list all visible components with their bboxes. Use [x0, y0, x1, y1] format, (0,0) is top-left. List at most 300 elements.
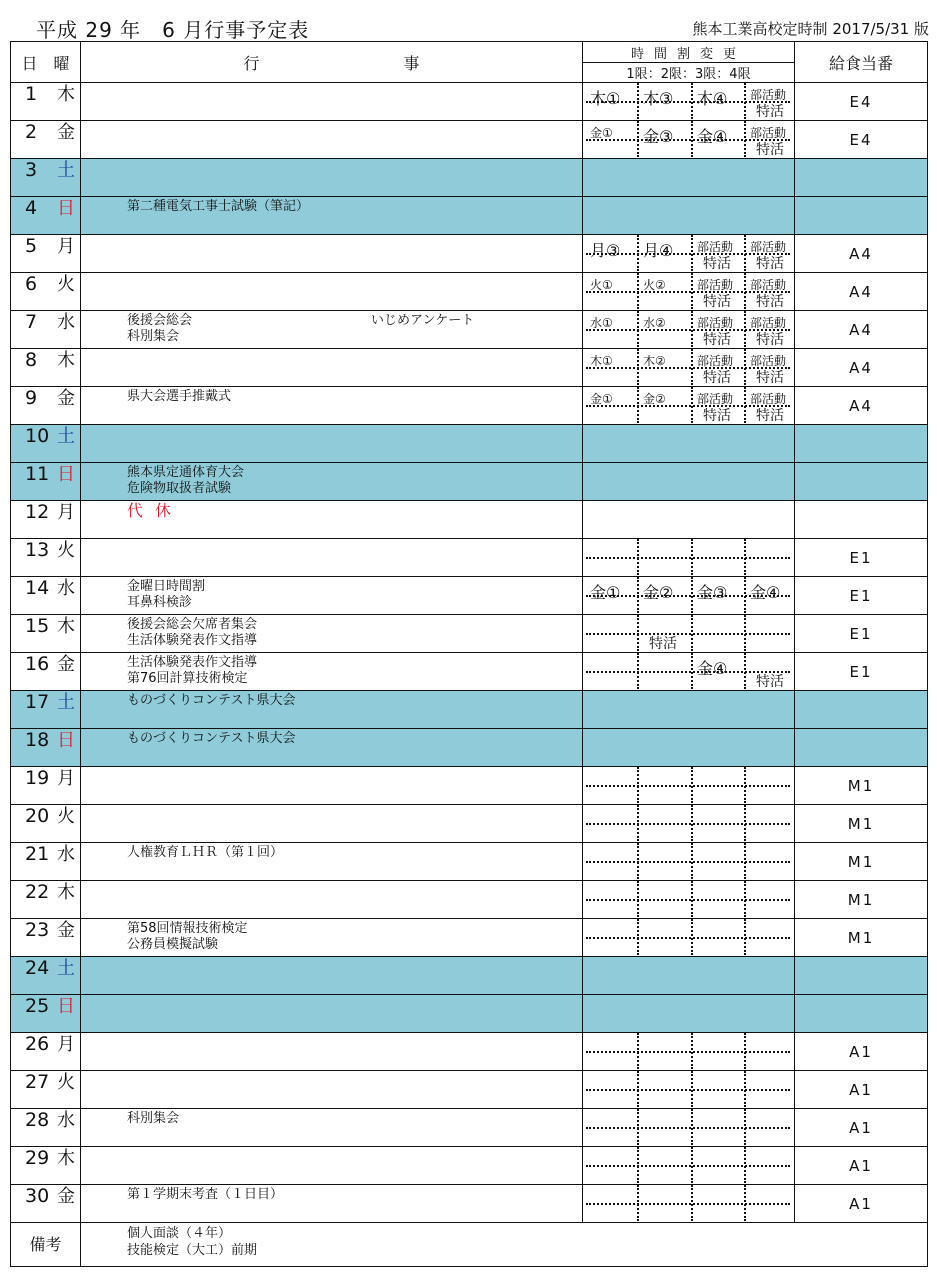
table-row: [11, 273, 928, 311]
weekday: 金: [57, 920, 75, 941]
day-number: 12: [25, 501, 50, 523]
day-number: 4: [25, 197, 38, 219]
timetable-divider: [637, 919, 639, 955]
timetable-cell: [583, 311, 795, 349]
timetable-divider: [637, 881, 639, 917]
kyushoku-cell: [795, 729, 928, 767]
school-version: 熊本工業高校定時制 2017/5/31 版: [692, 20, 929, 38]
timetable-line: [586, 671, 790, 673]
holiday-text: 代休: [127, 501, 184, 520]
timetable-divider: [637, 539, 639, 575]
day-cell: [11, 159, 81, 197]
timetable-divider: [744, 539, 746, 575]
timetable-cell: [583, 995, 795, 1033]
weekday: 日: [57, 996, 75, 1017]
timetable-line: [586, 861, 790, 863]
day-cell: [11, 919, 81, 957]
event-text: 後援会総会欠席者集会: [127, 617, 258, 632]
kyushoku-cell: A1: [795, 1109, 928, 1147]
day-number: 10: [25, 425, 50, 447]
kyushoku-cell: A1: [795, 1185, 928, 1223]
table-row: [11, 767, 928, 805]
weekday: 日: [57, 198, 75, 219]
table-row: [11, 615, 928, 653]
kyushoku-cell: [795, 501, 928, 539]
kyushoku-cell: M1: [795, 919, 928, 957]
period-4: 4限: [729, 67, 751, 82]
day-number: 14: [25, 577, 50, 599]
period-subject: 金①: [590, 392, 613, 406]
timetable-divider: [744, 273, 746, 309]
table-row: [11, 197, 928, 235]
kyushoku-cell: [795, 197, 928, 235]
kyushoku-cell: M1: [795, 881, 928, 919]
day-number: 17: [25, 691, 50, 713]
period-tokkatsu: 特活: [756, 256, 784, 272]
timetable-line: [586, 101, 790, 103]
table-row: [11, 539, 928, 577]
timetable-divider: [744, 311, 746, 347]
timetable-line: [586, 785, 790, 787]
timetable-divider: [637, 843, 639, 879]
notes-label: 備考: [11, 1223, 81, 1267]
timetable-divider: [637, 349, 639, 385]
day-cell: [11, 1033, 81, 1071]
day-number: 11: [25, 463, 50, 485]
timetable-divider: [744, 1071, 746, 1107]
event-cell: [81, 235, 583, 273]
timetable-divider: [637, 273, 639, 309]
kyushoku-cell: [795, 463, 928, 501]
day-number: 2: [25, 121, 38, 143]
kyushoku-cell: M1: [795, 767, 928, 805]
timetable-divider: [744, 121, 746, 157]
day-cell: [11, 729, 81, 767]
timetable-divider: [691, 767, 693, 803]
event-cell: [81, 729, 583, 767]
event-text: ものづくりコンテスト県大会: [127, 693, 296, 708]
weekday: 土: [57, 426, 75, 447]
weekday: 水: [57, 578, 75, 599]
kyushoku-cell: A4: [795, 235, 928, 273]
kyushoku-cell: E1: [795, 615, 928, 653]
period-tokkatsu: 特活: [756, 104, 784, 120]
kyushoku-cell: E1: [795, 577, 928, 615]
timetable-cell: [583, 425, 795, 463]
event-cell: [81, 159, 583, 197]
timetable-divider: [637, 767, 639, 803]
period-tokkatsu: 特活: [649, 636, 677, 652]
weekday: 月: [57, 236, 75, 257]
period-subject: 部活動: [697, 392, 734, 406]
day-number: 8: [25, 349, 38, 371]
timetable-cell: [583, 387, 795, 425]
event-text: 生活体験発表作文指導: [127, 655, 258, 670]
page-header: [0, 12, 937, 40]
period-subject: 金④: [697, 659, 728, 678]
kyushoku-cell: M1: [795, 843, 928, 881]
day-number: 15: [25, 615, 50, 637]
event-text: 危険物取扱者試験: [127, 481, 232, 496]
event-cell: [81, 615, 583, 653]
day-number: 29: [25, 1147, 50, 1169]
timetable-cell: [583, 919, 795, 957]
notes-content: [81, 1223, 928, 1267]
kyushoku-cell: [795, 159, 928, 197]
timetable-divider: [691, 843, 693, 879]
period-subject: 月④: [643, 241, 674, 260]
day-cell: [11, 501, 81, 539]
day-cell: [11, 615, 81, 653]
weekday: 水: [57, 1110, 75, 1131]
timetable-divider: [691, 805, 693, 841]
day-cell: [11, 843, 81, 881]
timetable-cell: [583, 349, 795, 387]
period-subject: 金④: [697, 127, 728, 146]
table-row: [11, 729, 928, 767]
day-cell: [11, 1147, 81, 1185]
timetable-line: [586, 1127, 790, 1129]
weekday: 月: [57, 1034, 75, 1055]
period-tokkatsu: 特活: [756, 142, 784, 158]
kyushoku-cell: [795, 995, 928, 1033]
kyushoku-cell: [795, 957, 928, 995]
timetable-divider: [691, 349, 693, 385]
event-cell: [81, 539, 583, 577]
day-cell: [11, 805, 81, 843]
timetable-divider: [637, 577, 639, 613]
day-number: 16: [25, 653, 50, 675]
event-cell: [81, 83, 583, 121]
event-cell: [81, 919, 583, 957]
day-cell: [11, 995, 81, 1033]
timetable-line: [586, 1165, 790, 1167]
timetable-line: [586, 633, 790, 635]
timetable-cell: [583, 577, 795, 615]
period-tokkatsu: 特活: [756, 332, 784, 348]
timetable-divider: [744, 349, 746, 385]
table-row: [11, 121, 928, 159]
timetable-line: [586, 367, 790, 369]
timetable-cell: [583, 273, 795, 311]
timetable-divider: [691, 235, 693, 271]
day-number: 18: [25, 729, 50, 751]
table-row: [11, 653, 928, 691]
table-row: [11, 501, 928, 539]
day-cell: [11, 83, 81, 121]
timetable-divider: [744, 767, 746, 803]
day-cell: [11, 653, 81, 691]
event-cell: [81, 1033, 583, 1071]
table-row: [11, 463, 928, 501]
period-subject: 火①: [590, 278, 613, 292]
period-subject: 木③: [643, 89, 674, 108]
event-text: 科別集会: [127, 1111, 180, 1126]
event-text: 第58回情報技術検定: [127, 921, 248, 936]
day-number: 13: [25, 539, 50, 561]
timetable-divider: [744, 1185, 746, 1221]
event-cell: [81, 653, 583, 691]
table-row: [11, 349, 928, 387]
event-cell: [81, 881, 583, 919]
period-subject: 金①: [590, 126, 613, 140]
weekday: 木: [57, 882, 75, 903]
period-subject: 部活動: [750, 88, 787, 102]
event-text: 第１学期末考査（１日目）: [127, 1187, 284, 1202]
period-subject: 部活動: [750, 240, 787, 254]
day-number: 20: [25, 805, 50, 827]
timetable-divider: [744, 881, 746, 917]
timetable-cell: [583, 1033, 795, 1071]
timetable-divider: [691, 273, 693, 309]
event-text: ものづくりコンテスト県大会: [127, 731, 296, 746]
jikanwari-col-header: 時間割変更: [583, 42, 795, 63]
day-cell: [11, 577, 81, 615]
timetable-cell: [583, 615, 795, 653]
timetable-cell: [583, 805, 795, 843]
table-row: [11, 159, 928, 197]
day-cell: [11, 349, 81, 387]
day-cell: [11, 767, 81, 805]
weekday: 水: [57, 312, 75, 333]
timetable-line: [586, 937, 790, 939]
timetable-divider: [691, 919, 693, 955]
timetable-line: [586, 899, 790, 901]
weekday: 金: [57, 122, 75, 143]
table-row: [11, 577, 928, 615]
event-cell: [81, 957, 583, 995]
day-cell: [11, 425, 81, 463]
period-subject: 金③: [697, 583, 728, 602]
timetable-line: [586, 405, 790, 407]
timetable-cell: [583, 881, 795, 919]
kyushoku-cell: E1: [795, 653, 928, 691]
timetable-divider: [691, 387, 693, 423]
event-cell: [81, 767, 583, 805]
weekday: 金: [57, 1186, 75, 1207]
timetable-line: [586, 557, 790, 559]
event-cell: [81, 197, 583, 235]
table-row: [11, 1147, 928, 1185]
kyushoku-cell: [795, 691, 928, 729]
period-tokkatsu: 特活: [703, 370, 731, 386]
period-1: 1限: [626, 67, 648, 82]
table-row: [11, 957, 928, 995]
timetable-divider: [691, 1147, 693, 1183]
timetable-cell: [583, 463, 795, 501]
timetable-divider: [744, 577, 746, 613]
event-text: 金曜日時間割: [127, 579, 206, 594]
kyushoku-cell: A4: [795, 349, 928, 387]
day-cell: [11, 387, 81, 425]
timetable-divider: [637, 1185, 639, 1221]
kyushoku-cell: M1: [795, 805, 928, 843]
period-subject: 部活動: [697, 354, 734, 368]
event-cell: [81, 121, 583, 159]
period-tokkatsu: 特活: [756, 370, 784, 386]
timetable-divider: [637, 387, 639, 423]
day-cell: [11, 691, 81, 729]
weekday: 金: [57, 654, 75, 675]
timetable-cell: [583, 843, 795, 881]
timetable-divider: [691, 83, 693, 119]
period-tokkatsu: 特活: [703, 332, 731, 348]
kyushoku-cell: E4: [795, 83, 928, 121]
day-cell: [11, 957, 81, 995]
timetable-cell: [583, 1109, 795, 1147]
day-number: 6: [25, 273, 38, 295]
kyushoku-cell: E4: [795, 121, 928, 159]
weekday: 金: [57, 388, 75, 409]
table-row: [11, 1109, 928, 1147]
period-subject: 木①: [590, 354, 613, 368]
period-subject: 木①: [590, 89, 621, 108]
schedule-table: [10, 41, 928, 1267]
day-number: 21: [25, 843, 50, 865]
day-cell: [11, 197, 81, 235]
table-row: [11, 425, 928, 463]
period-subject: 部活動: [750, 354, 787, 368]
day-number: 23: [25, 919, 50, 941]
timetable-divider: [637, 1033, 639, 1069]
kyushoku-cell: A4: [795, 273, 928, 311]
weekday: 土: [57, 692, 75, 713]
day-number: 3: [25, 159, 38, 181]
period-subject: 部活動: [750, 316, 787, 330]
timetable-cell: [583, 83, 795, 121]
period-subject: 水②: [643, 316, 666, 330]
event-cell: [81, 1185, 583, 1223]
period-subject: 火②: [643, 278, 666, 292]
event-cell: [81, 995, 583, 1033]
period-subject: 部活動: [697, 278, 734, 292]
kyushoku-cell: A1: [795, 1147, 928, 1185]
period-subject: 木④: [697, 89, 728, 108]
timetable-divider: [637, 653, 639, 689]
day-number: 19: [25, 767, 50, 789]
weekday: 月: [57, 502, 75, 523]
kyushoku-cell: A1: [795, 1033, 928, 1071]
event-cell: [81, 501, 583, 539]
timetable-line: [586, 1051, 790, 1053]
day-number: 22: [25, 881, 50, 903]
period-tokkatsu: 特活: [756, 294, 784, 310]
period-3: 3限: [695, 67, 717, 82]
table-row: [11, 311, 928, 349]
period-subject: 金①: [590, 583, 621, 602]
timetable-cell: [583, 159, 795, 197]
event-cell: [81, 311, 583, 349]
timetable-divider: [691, 1071, 693, 1107]
day-cell: [11, 1185, 81, 1223]
event-text: 生活体験発表作文指導: [127, 633, 258, 648]
day-number: 25: [25, 995, 50, 1017]
event-text: 人権教育ＬＨＲ（第１回）: [127, 845, 284, 860]
timetable-cell: [583, 767, 795, 805]
event-text: 後援会総会: [127, 313, 193, 328]
period-tokkatsu: 特活: [703, 408, 731, 424]
timetable-divider: [744, 1147, 746, 1183]
event-cell: [81, 387, 583, 425]
day-cell: [11, 273, 81, 311]
event-text: 耳鼻科検診: [127, 595, 193, 610]
day-cell: [11, 311, 81, 349]
event-cell: [81, 843, 583, 881]
timetable-divider: [691, 539, 693, 575]
timetable-divider: [744, 615, 746, 651]
kyushoku-cell: A4: [795, 311, 928, 349]
event-cell: [81, 691, 583, 729]
timetable-divider: [691, 1109, 693, 1145]
timetable-divider: [744, 235, 746, 271]
timetable-line: [586, 329, 790, 331]
table-row: [11, 843, 928, 881]
event-cell: [81, 1071, 583, 1109]
weekday: 火: [57, 1072, 75, 1093]
kyushoku-cell: A4: [795, 387, 928, 425]
period-subject: 部活動: [697, 316, 734, 330]
timetable-divider: [691, 1185, 693, 1221]
timetable-divider: [744, 805, 746, 841]
timetable-divider: [691, 615, 693, 651]
weekday: 月: [57, 768, 75, 789]
day-number: 27: [25, 1071, 50, 1093]
timetable-divider: [691, 1033, 693, 1069]
day-col-header: 日 曜: [11, 42, 81, 83]
period-tokkatsu: 特活: [756, 674, 784, 690]
timetable-divider: [637, 615, 639, 651]
timetable-line: [586, 291, 790, 293]
timetable-divider: [691, 311, 693, 347]
timetable-line: [586, 1089, 790, 1091]
timetable-line: [586, 823, 790, 825]
timetable-divider: [744, 83, 746, 119]
weekday: 日: [57, 730, 75, 751]
timetable-cell: [583, 957, 795, 995]
timetable-divider: [637, 235, 639, 271]
day-number: 30: [25, 1185, 50, 1207]
timetable-divider: [691, 121, 693, 157]
table-row: [11, 387, 928, 425]
table-row: [11, 1033, 928, 1071]
day-cell: [11, 881, 81, 919]
period-2: 2限: [660, 67, 682, 82]
event-cell: [81, 1147, 583, 1185]
event-cell: [81, 273, 583, 311]
table-row: [11, 235, 928, 273]
timetable-cell: [583, 691, 795, 729]
period-headers: 1限：2限：3限：4限: [583, 63, 795, 83]
timetable-divider: [637, 121, 639, 157]
timetable-line: [586, 253, 790, 255]
timetable-divider: [744, 653, 746, 689]
day-number: 7: [25, 311, 38, 333]
period-subject: 部活動: [750, 392, 787, 406]
day-cell: [11, 1071, 81, 1109]
timetable-divider: [744, 387, 746, 423]
timetable-divider: [637, 805, 639, 841]
timetable-divider: [691, 881, 693, 917]
period-subject: 部活動: [750, 278, 787, 292]
event-cell: [81, 463, 583, 501]
day-number: 5: [25, 235, 38, 257]
day-cell: [11, 463, 81, 501]
weekday: 土: [57, 958, 75, 979]
day-number: 9: [25, 387, 38, 409]
kyushoku-cell: A1: [795, 1071, 928, 1109]
timetable-cell: [583, 1071, 795, 1109]
period-tokkatsu: 特活: [703, 294, 731, 310]
